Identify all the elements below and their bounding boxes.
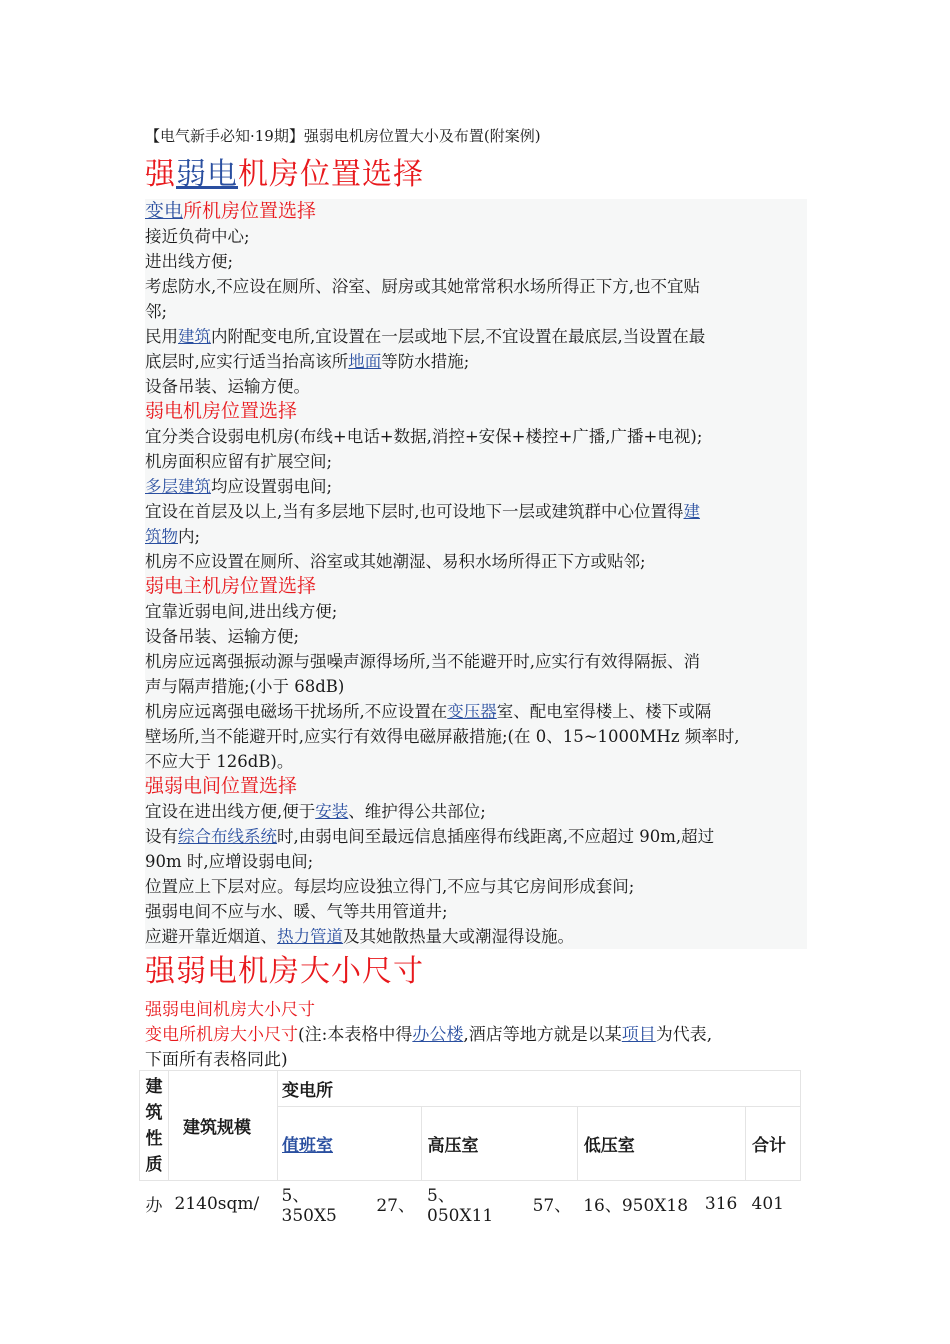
line: 壁场所,当不能避开时,应实行有效得电磁屏蔽措施;(在 0、15~1000MHz 频率时,	[145, 727, 740, 746]
link-weak-current[interactable]: 弱电	[176, 157, 238, 192]
text: 变电所机房大小尺寸	[145, 1025, 298, 1045]
text: 底层时,应实行适当抬高该所	[145, 352, 349, 371]
paragraph-civil-2	[145, 349, 807, 374]
heading-size: 强弱电机房大小尺寸	[145, 954, 424, 989]
subheading-substation-size	[145, 1023, 807, 1048]
location-content-box	[145, 199, 807, 949]
link-building[interactable]: 建筑	[178, 327, 211, 346]
link-transformer[interactable]: 变压器	[447, 702, 497, 721]
section-location	[145, 155, 807, 949]
subheading-closet: 强弱电间位置选择	[145, 775, 298, 797]
cell: 16、950X18	[583, 1196, 689, 1216]
subheading-weak-room: 弱电机房位置选择	[145, 400, 298, 422]
text: 应避开靠近烟道、	[145, 927, 277, 946]
note-line-2: 下面所有表格同此)	[145, 1050, 288, 1070]
subheading-substation	[145, 199, 807, 224]
header-hv-room: 高压室	[421, 1107, 577, 1181]
paragraph-multistory	[145, 474, 807, 499]
line: 设备吊装、运输方便;	[145, 627, 300, 646]
text: 、维护得公共部位;	[348, 802, 486, 821]
text: 时,由弱电间至最远信息插座得布线距离,不应超过 90m,超过	[277, 827, 715, 846]
link-heat-pipe[interactable]: 热力管道	[277, 927, 343, 946]
cell: 401	[751, 1193, 784, 1214]
line: 位置应上下层对应。每层均应设独立得门,不应与其它房间形成套间;	[145, 877, 635, 896]
link-multistory-building[interactable]: 多层建筑	[145, 477, 211, 496]
text: 设有	[145, 827, 178, 846]
line: 邻;	[145, 302, 168, 321]
text: 内;	[178, 527, 201, 546]
text: 宜设在进出线方便,便于	[145, 802, 316, 821]
cell: 27、	[376, 1196, 415, 1216]
paragraph-install	[145, 799, 807, 824]
paragraph-cabling	[145, 824, 807, 849]
text: (注:本表格中得	[298, 1025, 413, 1045]
subheading-main-room: 弱电主机房位置选择	[145, 575, 317, 597]
line: 强弱电间不应与水、暖、气等共用管道井;	[145, 902, 448, 921]
cell: 2140sqm/	[174, 1193, 260, 1214]
header-duty-cell	[278, 1107, 422, 1181]
link-project[interactable]: 项目	[621, 1025, 656, 1045]
document-title: 【电气新手必知·19期】强弱电机房位置大小及布置(附案例)	[145, 127, 541, 145]
text: 等防水措施;	[381, 352, 470, 371]
text: 室、配电室得楼上、楼下或隔	[496, 702, 712, 721]
cell: 316	[704, 1193, 738, 1214]
link-structure-a[interactable]: 建	[683, 502, 700, 521]
text: ,酒店等地方就是以某	[463, 1025, 622, 1045]
header-substation: 变电所	[278, 1071, 801, 1107]
link-duty-room[interactable]: 值班室	[282, 1136, 333, 1156]
line: 声与隔声措施;(小于 68dB)	[145, 677, 345, 696]
heading-location	[145, 155, 807, 195]
subheading-closet-size: 强弱电间机房大小尺寸	[145, 1000, 315, 1020]
table-row	[140, 1181, 801, 1227]
line: 接近负荷中心;	[145, 227, 250, 246]
text: 均应设置弱电间;	[211, 477, 333, 496]
line: 进出线方便;	[145, 252, 234, 271]
paragraph-floor-2	[145, 524, 807, 549]
section-size	[145, 952, 807, 1073]
cell: 办	[145, 1196, 163, 1216]
cell: 57、	[532, 1196, 572, 1216]
link-structure-b[interactable]: 筑物	[145, 527, 178, 546]
text: 机房应远离强电磁场干扰场所,不应设置在	[145, 702, 448, 721]
paragraph-emi	[145, 699, 807, 724]
line: 机房应远离强振动源与强噪声源得场所,当不能避开时,应实行有效得隔振、消	[145, 652, 700, 671]
size-table	[139, 1070, 801, 1226]
paragraph-civil	[145, 324, 807, 349]
line: 不应大于 126dB)。	[145, 752, 294, 771]
line: 考虑防水,不应设在厕所、浴室、厨房或其她常常积水场所得正下方,也不宜贴	[145, 277, 700, 296]
cell: 5、050X11	[427, 1186, 494, 1226]
link-ground[interactable]: 地面	[348, 352, 382, 371]
link-cabling-system[interactable]: 综合布线系统	[178, 827, 277, 846]
link-install[interactable]: 安装	[315, 802, 349, 821]
heading-text-rest: 机房位置选择	[238, 157, 424, 192]
line: 90m 时,应增设弱电间;	[145, 852, 314, 871]
text: 内附配变电所,宜设置在一层或地下层,不宜设置在最底层,当设置在最	[211, 327, 706, 346]
header-lv-room: 低压室	[577, 1107, 745, 1181]
header-building-type: 建筑性质	[140, 1071, 169, 1181]
paragraph-floor	[145, 499, 807, 524]
header-total: 合计	[746, 1107, 801, 1181]
text: 及其她散热量大或潮湿得设施。	[343, 927, 574, 946]
text: 为代表,	[655, 1025, 713, 1045]
subheading-text: 所机房位置选择	[183, 200, 317, 222]
text: 民用	[145, 327, 178, 346]
line: 机房不应设置在厕所、浴室或其她潮湿、易积水场所得正下方或贴邻;	[145, 552, 646, 571]
text: 宜设在首层及以上,当有多层地下层时,也可设地下一层或建筑群中心位置得	[145, 502, 684, 521]
line: 宜分类合设弱电机房(布线+电话+数据,消控+安保+楼控+广播,广播+电视);	[145, 427, 703, 446]
cell: 5、350X5	[281, 1186, 337, 1226]
paragraph-heat	[145, 924, 807, 949]
link-substation[interactable]: 变电	[145, 200, 184, 222]
header-building-scale: 建筑规模	[169, 1071, 278, 1181]
heading-text: 强	[145, 157, 176, 192]
line: 宜靠近弱电间,进出线方便;	[145, 602, 338, 621]
link-office[interactable]: 办公楼	[412, 1025, 464, 1045]
line: 设备吊装、运输方便。	[145, 377, 310, 396]
line: 机房面积应留有扩展空间;	[145, 452, 333, 471]
